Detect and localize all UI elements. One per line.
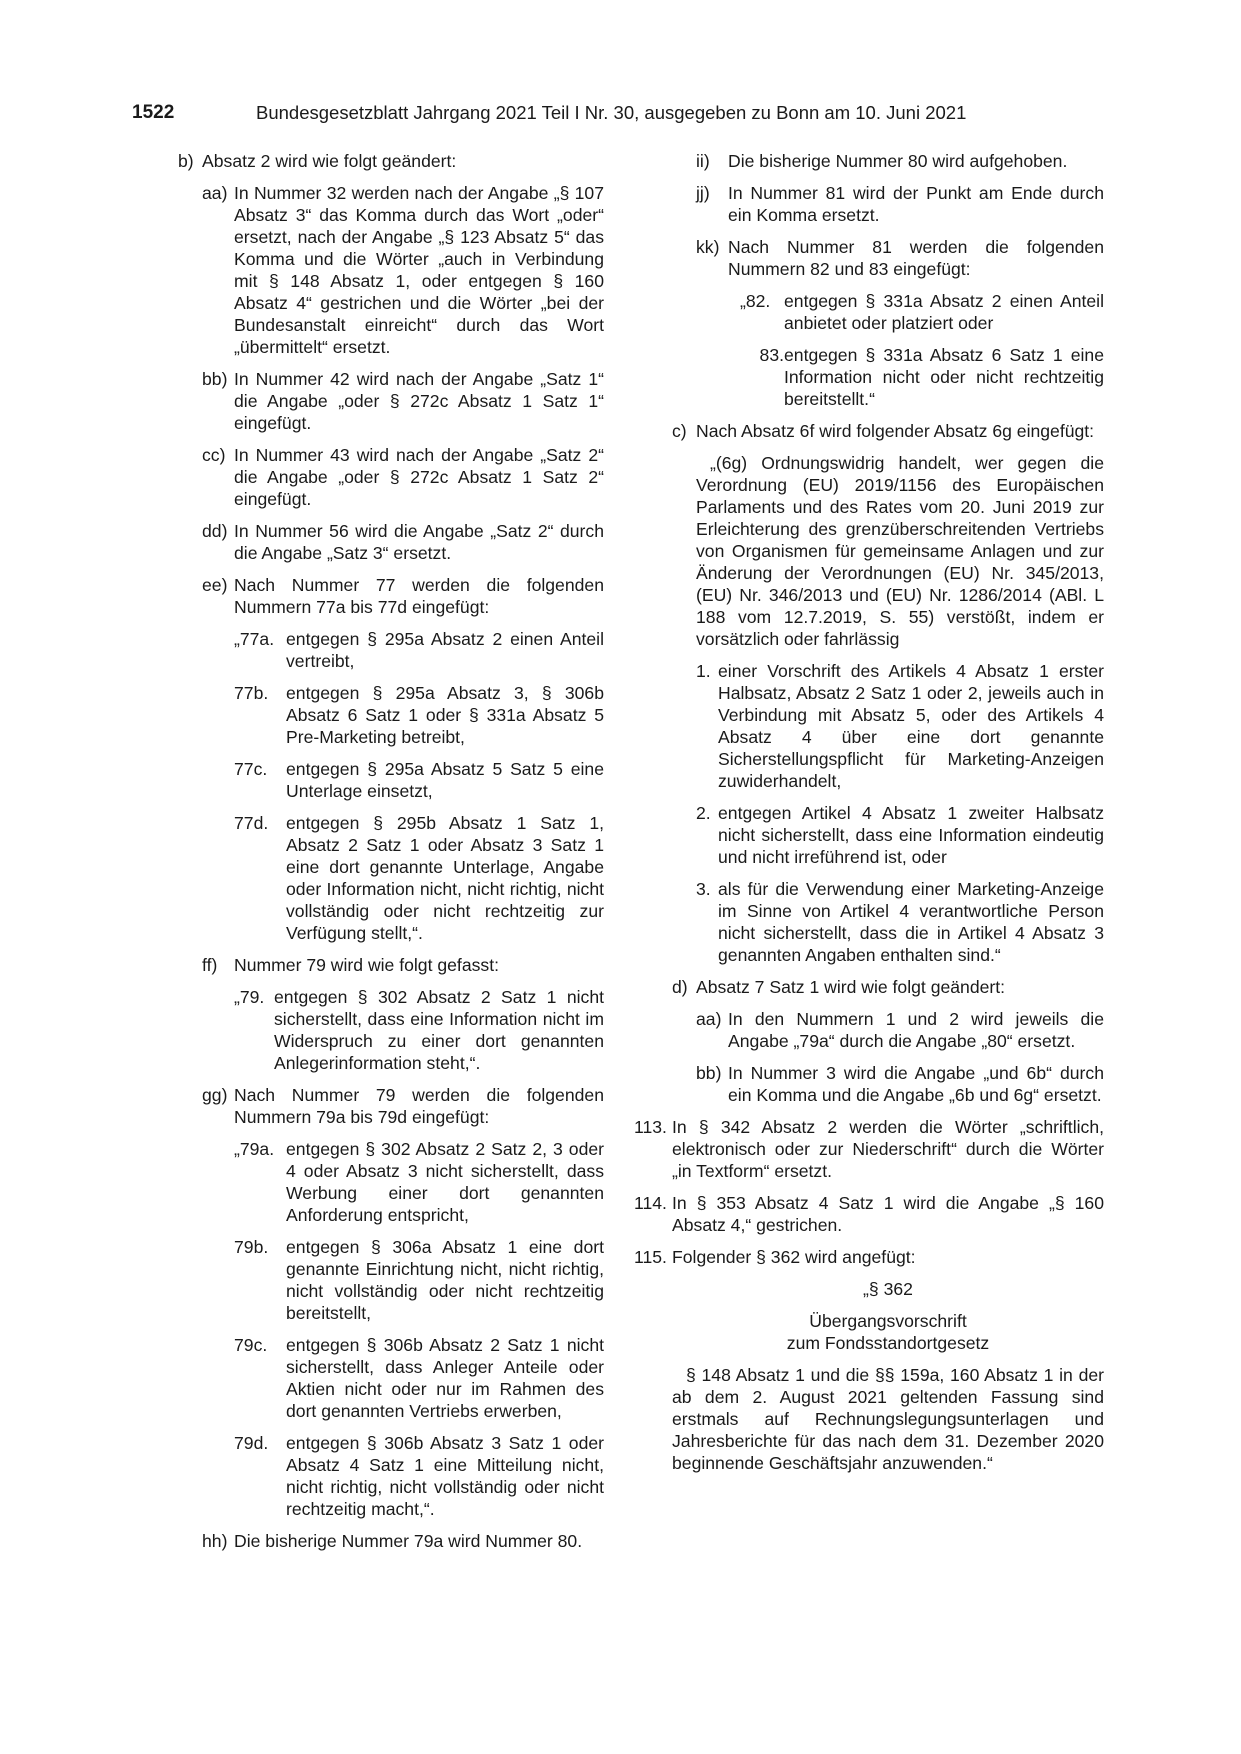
list-item [178,812,604,944]
left-column [178,150,604,1562]
item-text: In § 342 Absatz 2 werden die Wörter „schriftlich, elektronisch oder zur Niederschrift“ durch die Wörter „in Textform“ ersetzt. [672,1117,1104,1181]
item-label: dd) [202,521,228,541]
item-label: gg) [202,1085,228,1105]
list-item [634,878,1104,966]
list-item-text: entgegen § 306a Absatz 1 eine dort genannte Einrichtung nicht, nicht richtig, nicht vollständig oder nicht rechtzeitig bereitstellt, [286,1237,604,1323]
list-item-number: „82. [740,291,771,311]
list-item-number: 77b. [234,683,269,703]
item-aa [178,182,604,358]
list-item-number: 2. [696,803,711,823]
list-item-number: 79d. [234,1433,269,1453]
item-text: Nummer 79 wird wie folgt gefasst: [234,955,499,975]
item-text: In Nummer 32 werden nach der Angabe „§ 107 Absatz 3“ das Komma durch das Wort „oder“ ersetzt, nach der Angabe „§ 123 Absatz 5“ das Komma und die Wörter „auch in Verbindung mit § 148 Absatz 1, oder entgegen § 160 Absatz 4“ gestrichen und die Wörter „bei der Bundesanstalt einreicht“ durch das Wort „übermittelt“ ersetzt. [234,183,604,357]
item-text: Absatz 7 Satz 1 wird wie folgt geändert: [696,977,1006,997]
item-label: bb) [696,1063,722,1083]
item-label: 113. [634,1117,667,1137]
item-label: jj) [696,183,710,203]
item-label: b) [178,151,194,171]
list-item-number: „79a. [234,1139,275,1159]
item-ee [178,574,604,618]
item-text: Die bisherige Nummer 80 wird aufgehoben. [728,151,1068,171]
item-d-bb [634,1062,1104,1106]
item-text: Nach Nummer 79 werden die folgenden Nummern 79a bis 79d eingefügt: [234,1085,604,1127]
item-text: Folgender § 362 wird angefügt: [672,1247,916,1267]
item-c [634,420,1104,442]
item-label: d) [672,977,688,997]
list-item [634,344,1104,410]
list-item-number: „77a. [234,629,275,649]
item-text: In Nummer 81 wird der Punkt am Ende durch ein Komma ersetzt. [728,183,1104,225]
item-text: Nach Nummer 77 werden die folgenden Nummern 77a bis 77d eingefügt: [234,575,604,617]
item-label: cc) [202,445,226,465]
list-item-number: 1. [696,661,711,681]
list-item [178,1334,604,1422]
item-cc [178,444,604,510]
list-item [634,290,1104,334]
list-item-text: entgegen § 306b Absatz 3 Satz 1 oder Absatz 4 Satz 1 eine Mitteilung nicht, nicht richtig, nicht vollständig oder nicht rechtzeitig macht,“. [286,1433,604,1519]
list-item-text: entgegen § 295b Absatz 1 Satz 1, Absatz 2 Satz 1 oder Absatz 3 Satz 1 eine dort genannte Unterlage, Angabe oder Information nicht, nicht richtig, nicht vollständig oder nicht rechtzeitig zur Verfügung stellt,“. [286,813,604,943]
item-label: bb) [202,369,228,389]
list-item-number: 79c. [234,1335,268,1355]
list-item-text: entgegen § 302 Absatz 2 Satz 2, 3 oder 4 oder Absatz 3 nicht sicherstellt, dass Werbung einer dort genannten Anforderung entspricht, [286,1139,604,1225]
item-label: aa) [202,183,228,203]
list-item [178,628,604,672]
header-title: Bundesgesetzblatt Jahrgang 2021 Teil I Nr. 30, ausgegeben zu Bonn am 10. Juni 2021 [256,102,967,123]
item-dd [178,520,604,564]
list-item [178,758,604,802]
item-115 [634,1246,1104,1268]
item-b [178,150,604,172]
list-item-text: entgegen § 302 Absatz 2 Satz 1 nicht sicherstellt, dass eine Information nicht im Widerspruch zu einer dort genannten Anlegerinformation steht,“. [274,987,604,1073]
item-label: 115. [634,1247,667,1267]
item-label: hh) [202,1531,228,1551]
item-text: In Nummer 3 wird die Angabe „und 6b“ durch ein Komma und die Angabe „6b und 6g“ ersetzt. [728,1063,1104,1105]
item-bb [178,368,604,434]
list-item [178,1432,604,1520]
section-title-line-1: Übergangsvorschrift [809,1311,967,1331]
section-title-line-2: zum Fondsstandortgesetz [786,1333,990,1353]
list-item-number: 3. [696,879,711,899]
item-kk [634,236,1104,280]
list-item-text: entgegen § 295a Absatz 3, § 306b Absatz 6 Satz 1 oder § 331a Absatz 5 Pre-Marketing betreibt, [286,683,604,747]
list-item-number: 83. [759,345,784,365]
page-number: 1522 [132,102,175,123]
list-item-text: entgegen § 331a Absatz 6 Satz 1 eine Information nicht oder nicht rechtzeitig bereitstellt.“ [784,345,1104,409]
list-item-text: einer Vorschrift des Artikels 4 Absatz 1 erster Halbsatz, Absatz 2 Satz 1 oder 2, jeweils auch in Verbindung mit Absatz 5, oder des Artikels 4 Absatz 4 über eine dort genannte Sicherstellungspflicht für Marketing-Anzeigen zuwiderhandelt, [718,661,1104,791]
item-text: Absatz 2 wird wie folgt geändert: [202,151,457,171]
item-text: In den Nummern 1 und 2 wird jeweils die Angabe „79a“ durch die Angabe „80“ ersetzt. [728,1009,1104,1051]
list-item [178,986,604,1074]
item-text: Nach Absatz 6f wird folgender Absatz 6g eingefügt: [696,421,1095,441]
list-item-number: 79b. [234,1237,269,1257]
item-label: aa) [696,1009,722,1029]
item-text: In Nummer 56 wird die Angabe „Satz 2“ durch die Angabe „Satz 3“ ersetzt. [234,521,604,563]
item-text: Die bisherige Nummer 79a wird Nummer 80. [234,1531,583,1551]
item-ii [634,150,1104,172]
item-label: ii) [696,151,710,171]
list-item [178,682,604,748]
item-label: c) [672,421,687,441]
item-gg [178,1084,604,1128]
list-item-number: 77d. [234,813,269,833]
item-text: Nach Nummer 81 werden die folgenden Nummern 82 und 83 eingefügt: [728,237,1104,279]
list-item [178,1236,604,1324]
item-114 [634,1192,1104,1236]
item-label: kk) [696,237,720,257]
item-label: 114. [634,1193,667,1213]
paragraph-6g: „(6g) Ordnungswidrig handelt, wer gegen die Verordnung (EU) 2019/1156 des Europäischen Parlaments und des Rates vom 20. Juni 2019 zur Erleichterung des grenzüberschreitenden Vertriebs von Organismen für gemeinsame Anlagen und zur Änderung der Verordnungen (EU) Nr. 345/2013, (EU) Nr. 346/2013 und (EU) Nr. 1286/2014 (ABl. L 188 vom 12.7.2019, S. 55) verstößt, indem er vorsätzlich oder fahrlässig [696,453,1104,649]
item-jj [634,182,1104,226]
item-text: In Nummer 42 wird nach der Angabe „Satz 1“ die Angabe „oder § 272c Absatz 1 Satz 1“ eingefügt. [234,369,604,433]
list-item [178,1138,604,1226]
right-column [634,150,1104,1474]
item-hh [178,1530,604,1552]
item-d [634,976,1104,998]
list-item-text: entgegen § 295a Absatz 2 einen Anteil vertreibt, [286,629,604,671]
item-label: ff) [202,955,218,975]
list-item-number: „79. [234,987,265,1007]
list-item [634,802,1104,868]
item-text: In § 353 Absatz 4 Satz 1 wird die Angabe „§ 160 Absatz 4,“ gestrichen. [672,1193,1104,1235]
list-item-text: entgegen Artikel 4 Absatz 1 zweiter Halbsatz nicht sicherstellt, dass eine Information eindeutig und nicht irreführend ist, oder [718,803,1104,867]
list-item-number: 77c. [234,759,268,779]
item-113 [634,1116,1104,1182]
item-label: ee) [202,575,228,595]
item-ff [178,954,604,976]
list-item-text: entgegen § 306b Absatz 2 Satz 1 nicht sicherstellt, dass Anleger Anteile oder Aktien nicht oder nur im Rahmen des dort genannten Vertriebs erwerben, [286,1335,604,1421]
list-item [634,660,1104,792]
item-d-aa [634,1008,1104,1052]
page-header [132,98,1110,128]
list-item-text: entgegen § 295a Absatz 5 Satz 5 eine Unterlage einsetzt, [286,759,604,801]
list-item-text: entgegen § 331a Absatz 2 einen Anteil anbietet oder platziert oder [784,291,1104,333]
section-number: „§ 362 [863,1279,913,1299]
item-text: In Nummer 43 wird nach der Angabe „Satz 2“ die Angabe „oder § 272c Absatz 1 Satz 2“ eingefügt. [234,445,604,509]
list-item-text: als für die Verwendung einer Marketing-Anzeige im Sinne von Artikel 4 verantwortliche Person nicht sicherstellt, dass die in Artikel 4 Absatz 3 genannten Angaben enthalten sind.“ [718,879,1104,965]
section-text: § 148 Absatz 1 und die §§ 159a, 160 Absatz 1 in der ab dem 2. August 2021 geltenden Fassung sind erstmals auf Rechnungslegungsunterlagen und Jahresberichte für das nach dem 31. Dezember 2020 beginnende Geschäftsjahr anzuwenden.“ [672,1365,1104,1473]
